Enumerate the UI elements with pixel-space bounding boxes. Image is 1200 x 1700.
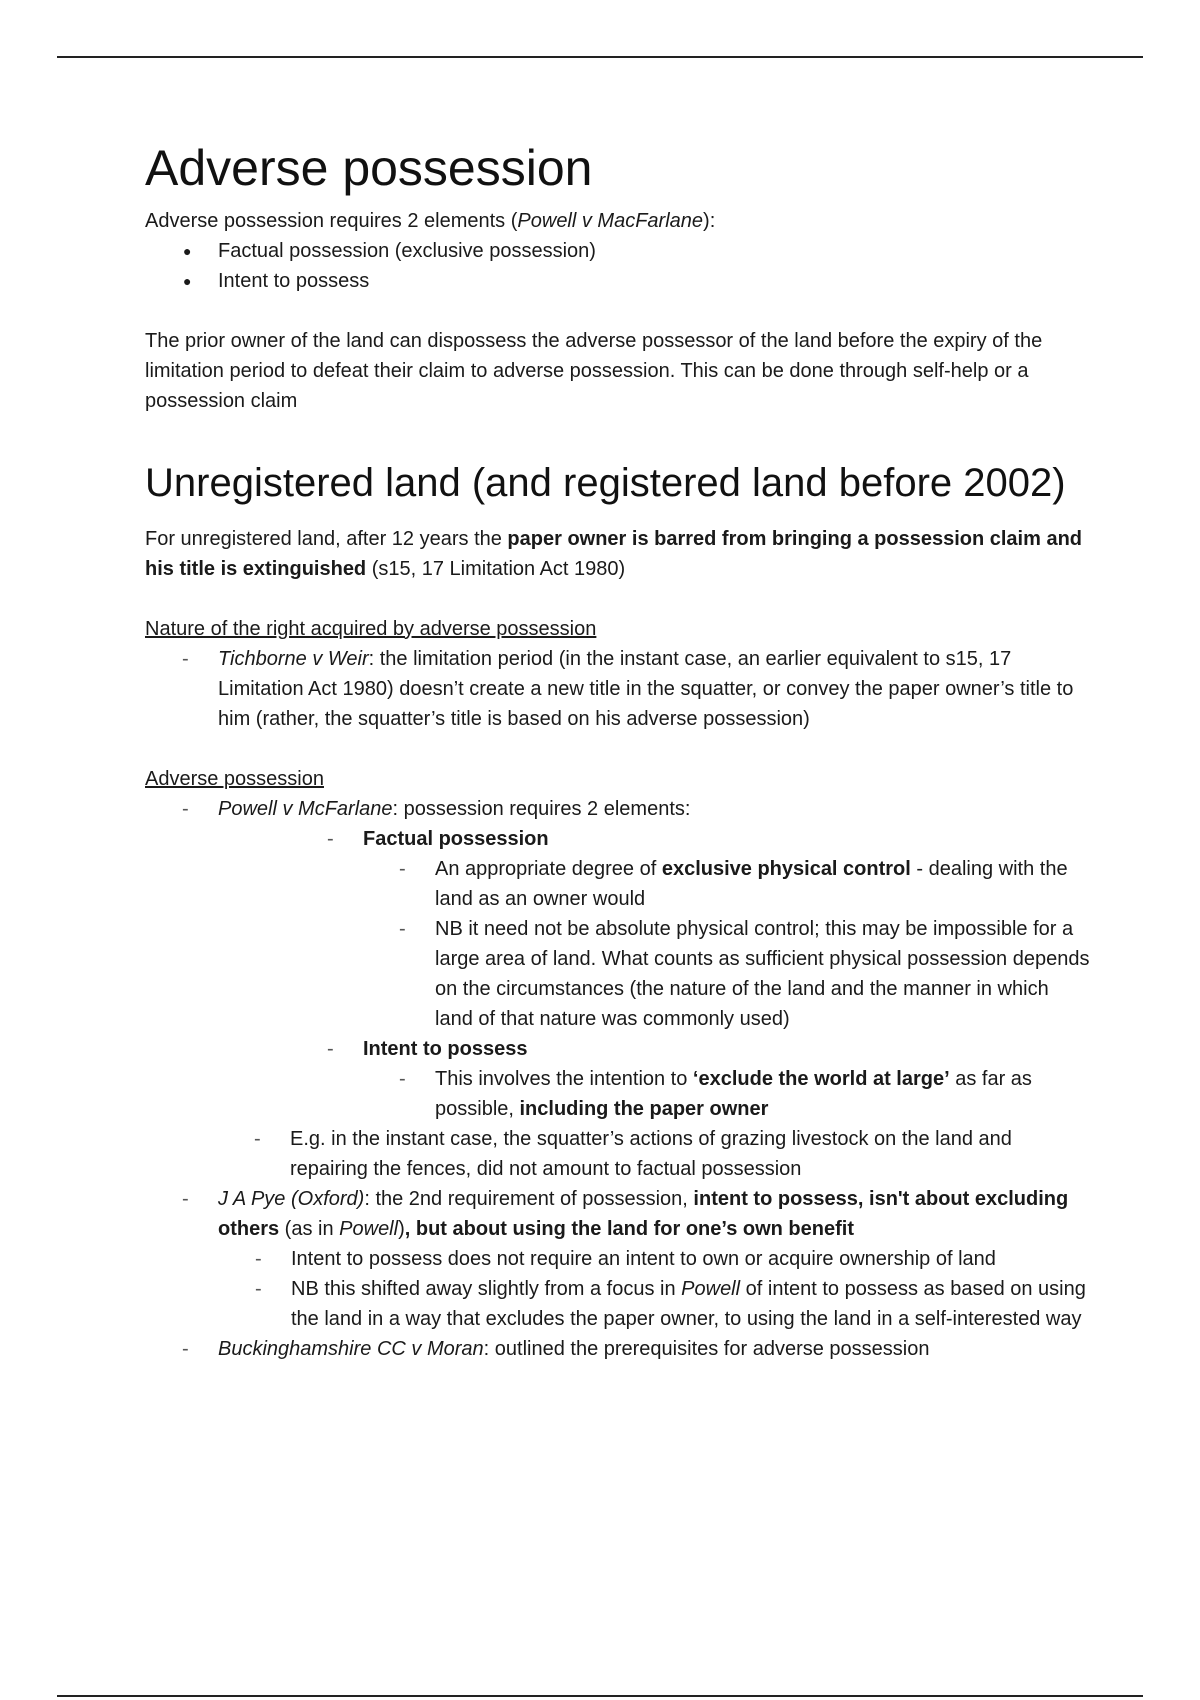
elements-list: [145, 236, 1090, 296]
case-name: Powell v MacFarlane: [517, 209, 704, 232]
elements-sublist: [145, 824, 1090, 1124]
list-item: - Powell v McFarlane: possession requires 2 elements: - Factual possession - An appropriate degree of exclusive physical control - dealing with the land as an owner would - NB it need not be absolute physical control; this may be impossible for a large area of land. What counts as sufficient physical possession depends on the circumstances (the nature of the land and the manner in which land of that nature was commonly used) - Intent to possess - This involves the intention to ‘exclude the world at large’ as far as possible, including the paper owner - E.g. in the instant case, the squatter’s actions of grazing livestock on the land and repairing the fences, did not amount to factual possession: [145, 794, 1090, 1184]
list-item: - J A Pye (Oxford): the 2nd requirement of possession, intent to possess, isn't about excluding others (as in Powell), but about using the land for one’s own benefit - Intent to possess does not require an intent to own or acquire ownership of land - NB this shifted away slightly from a focus in Powell of intent to possess as based on using the land in a way that excludes the paper owner, to using the land in a self-interested way: [145, 1184, 1090, 1334]
nature-list: [145, 644, 1090, 734]
list-item: - An appropriate degree of exclusive physical control - dealing with the land as an owner would: [363, 854, 1090, 914]
bottom-rule: [57, 1695, 1143, 1697]
subheading-nature: Nature of the right acquired by adverse possession: [145, 617, 597, 640]
list-item: - NB it need not be absolute physical control; this may be impossible for a large area of land. What counts as sufficient physical possession depends on the circumstances (the nature of the land and the manner in which land of that nature was commonly used): [363, 914, 1090, 1034]
pye-sublist: [218, 1244, 1090, 1334]
section-heading: Unregistered land (and registered land before 2002): [145, 460, 1066, 505]
unregistered-paragraph: For unregistered land, after 12 years the paper owner is barred from bringing a possession claim and his title is extinguished (s15, 17 Limitation Act 1980): [145, 527, 1083, 580]
list-item: - Buckinghamshire CC v Moran: outlined the prerequisites for adverse possession: [145, 1334, 1090, 1364]
list-item: ● Factual possession (exclusive possession): [145, 236, 1090, 266]
list-item: - Intent to possess does not require an intent to own or acquire ownership of land: [218, 1244, 1090, 1274]
list-item: - Tichborne v Weir: the limitation period (in the instant case, an earlier equivalent to s15, 17 Limitation Act 1980) doesn’t create a new title in the squatter, or convey the paper owner’s title to him (rather, the squatter’s title is based on his adverse possession): [145, 644, 1090, 734]
list-item: - This involves the intention to ‘exclude the world at large’ as far as possible, including the paper owner: [363, 1064, 1090, 1124]
list-item: - E.g. in the instant case, the squatter’s actions of grazing livestock on the land and repairing the fences, did not amount to factual possession: [145, 1124, 1090, 1184]
intro-line: Adverse possession requires 2 elements (Powell v MacFarlane):: [145, 209, 716, 232]
page-title: Adverse possession: [145, 140, 593, 196]
list-item: - NB this shifted away slightly from a focus in Powell of intent to possess as based on using the land in a way that excludes the paper owner, to using the land in a self-interested way: [218, 1274, 1090, 1334]
document-body: [145, 140, 1090, 1364]
example-sublist: [145, 1124, 1090, 1184]
adverse-possession-list: [145, 794, 1090, 1364]
factual-sublist: [363, 854, 1090, 1034]
top-rule: [57, 56, 1143, 58]
intent-sublist: [363, 1064, 1090, 1124]
list-item: - Intent to possess - This involves the intention to ‘exclude the world at large’ as far as possible, including the paper owner: [145, 1034, 1090, 1124]
subheading-adverse-possession: Adverse possession: [145, 767, 324, 790]
list-item: ● Intent to possess: [145, 266, 1090, 296]
list-item: - Factual possession - An appropriate degree of exclusive physical control - dealing with the land as an owner would - NB it need not be absolute physical control; this may be impossible for a large area of land. What counts as sufficient physical possession depends on the circumstances (the nature of the land and the manner in which land of that nature was commonly used): [145, 824, 1090, 1034]
dispossess-paragraph: The prior owner of the land can dispossess the adverse possessor of the land before the expiry of the limitation period to defeat their claim to adverse possession. This can be done through self-help or a possession claim: [145, 329, 1043, 412]
